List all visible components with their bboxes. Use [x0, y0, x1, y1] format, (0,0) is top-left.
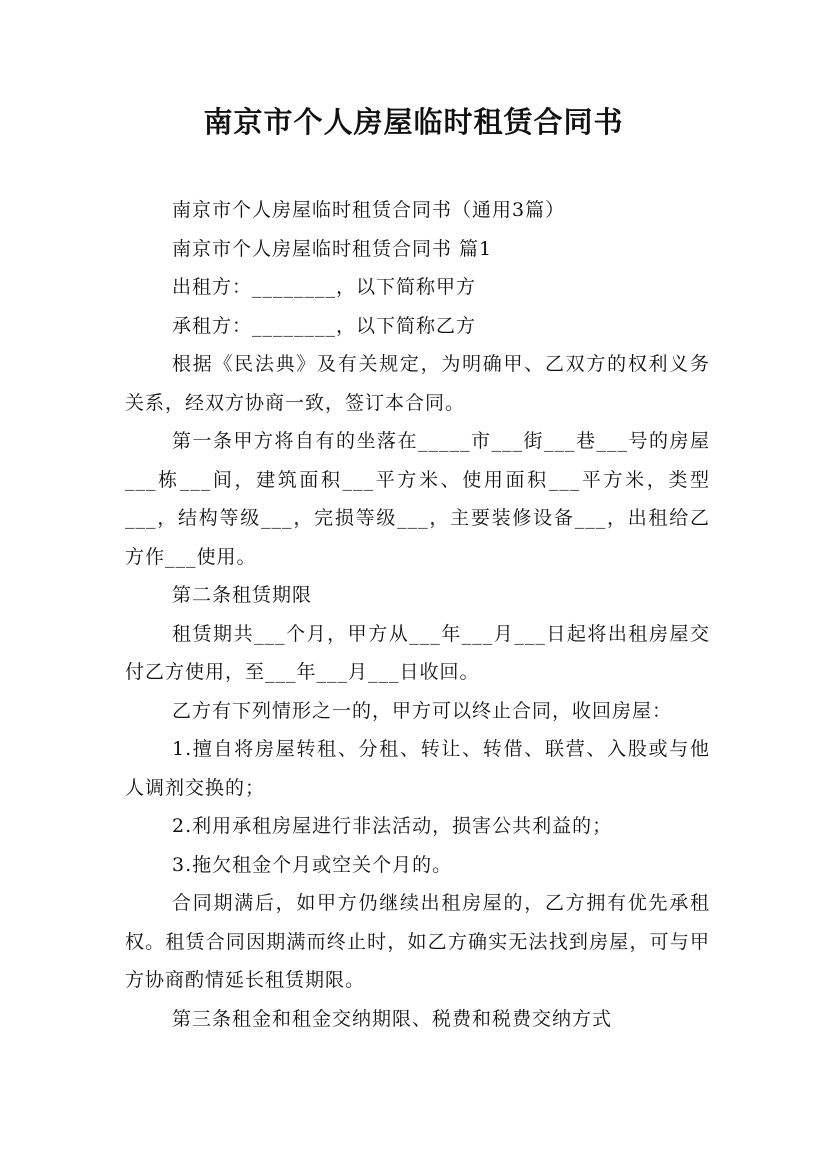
paragraph-article-2-heading: 第二条租赁期限 [172, 584, 313, 606]
paragraph-heading-part1: 南京市个人房屋临时租赁合同书 篇1 [172, 237, 493, 260]
document-title: 南京市个人房屋临时租赁合同书 [203, 105, 624, 139]
paragraph-lessor: 出租方：________，以下简称甲方 [172, 276, 477, 298]
paragraph-heading-collection: 南京市个人房屋临时租赁合同书（通用3篇） [172, 199, 566, 221]
paragraph-article-3-heading: 第三条租金和租金交纳期限、税费和税费交纳方式 [172, 1007, 613, 1030]
paragraph-termination-item-3: 3.拖欠租金个月或空关个月的。 [172, 853, 453, 876]
paragraph-lessee: 承租方：________，以下简称乙方 [172, 314, 477, 337]
paragraph-termination-item-2: 2.利用承租房屋进行非法活动，损害公共利益的； [172, 815, 613, 837]
paragraph-lease-term: 租赁期共___个月，甲方从___年___月___日起将出租房屋交付乙方使用，至___年___月___日收回。 [125, 622, 710, 683]
paragraph-renewal: 合同期满后，如甲方仍继续出租房屋的，乙方拥有优先承租权。租赁合同因期满而终止时，如乙方确实无法找到房屋，可与甲方协商酌情延长租赁期限。 [125, 892, 710, 991]
paragraph-termination-item-1: 1.擅自将房屋转租、分租、转让、转借、联营、入股或与他人调剂交换的； [125, 738, 710, 799]
paragraph-termination-intro: 乙方有下列情形之一的，甲方可以终止合同，收回房屋： [172, 699, 673, 722]
document-body [125, 191, 710, 1038]
paragraph-article-1: 第一条甲方将自有的坐落在_____市___街___巷___号的房屋___栋___间，建筑面积___平方米、使用面积___平方米，类型___，结构等级___，完损等级___，主要装修设备___，出租给乙方作___使用。 [125, 430, 710, 568]
paragraph-preamble: 根据《民法典》及有关规定，为明确甲、乙双方的权利义务关系，经双方协商一致，签订本合同。 [125, 353, 710, 414]
